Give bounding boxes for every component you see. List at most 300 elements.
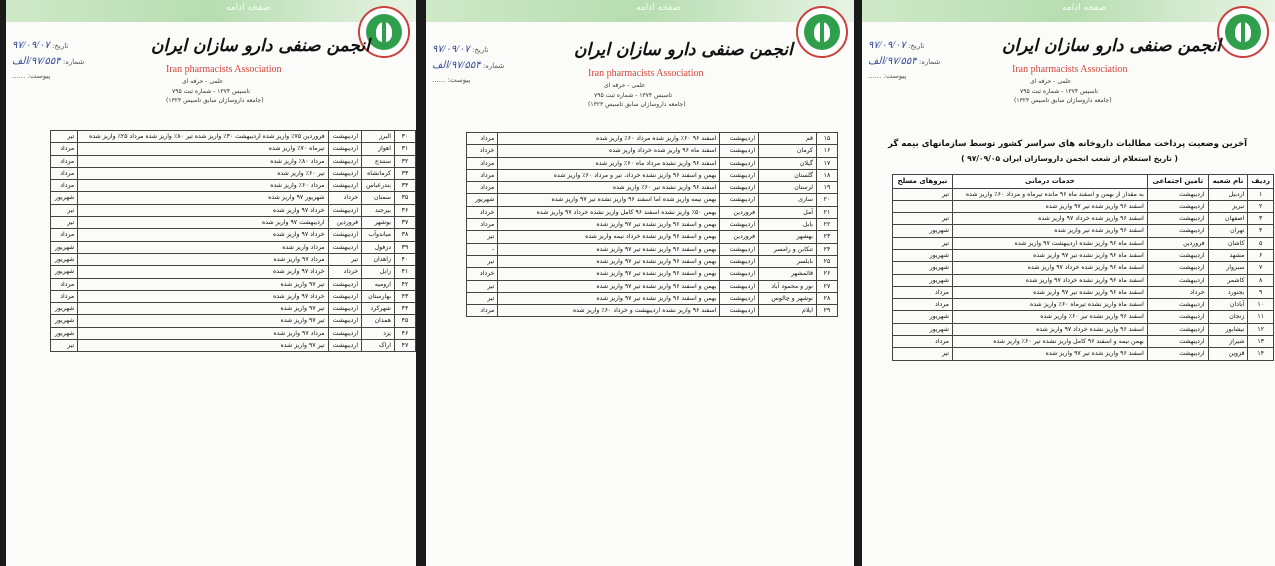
row-number-cell: ۴۵ <box>395 315 416 327</box>
health-services-cell: تیر ۶۰٪ واریز شده <box>78 167 328 179</box>
number-field: شماره: ۹۷/۵۵۴/الف <box>12 56 85 67</box>
social-security-cell: اردیبهشت <box>328 278 362 290</box>
document-page-1 <box>6 0 416 566</box>
armed-forces-cell: شهریور <box>51 327 78 339</box>
armed-forces-cell: مرداد <box>893 299 953 311</box>
social-security-cell: اردیبهشت <box>1147 200 1208 212</box>
armed-forces-cell: مرداد <box>51 155 78 167</box>
social-security-cell: اردیبهشت <box>720 305 759 317</box>
armed-forces-cell: خرداد <box>467 206 498 218</box>
row-number-cell: ۴۷ <box>395 340 416 352</box>
row-number-cell: ۳۹ <box>395 241 416 253</box>
table-row <box>893 249 1274 261</box>
armed-forces-cell: تیر <box>467 255 498 267</box>
armed-forces-cell: تیر <box>51 131 78 143</box>
column-header: تامین اجتماعی <box>1147 175 1208 189</box>
association-english-title: Iran pharmacists Association <box>166 64 282 75</box>
association-title: انجمن صنفی دارو سازان ایران <box>1002 36 1221 56</box>
social-security-cell: اردیبهشت <box>328 180 362 192</box>
association-title: انجمن صنفی دارو سازان ایران <box>574 40 793 60</box>
social-security-cell: اردیبهشت <box>328 143 362 155</box>
armed-forces-cell: تیر <box>51 217 78 229</box>
health-services-cell: بهمن و اسفند ۹۶ واریز نشده تیر ۹۷ واریز شده <box>498 268 720 280</box>
association-subtitle-2: تاسیس ۱۳۷۴ - شماره ثبت ۷۹۵ <box>1020 88 1098 95</box>
health-services-cell: تیر ۹۷ واریز شده <box>78 340 328 352</box>
row-number-cell: ۳۳ <box>395 167 416 179</box>
health-services-cell: اسفند ۹۶ واریز شده تیر ۹۷ واریز شده <box>952 200 1147 212</box>
stripe-text: صفحه ادامه <box>1062 3 1107 13</box>
association-logo-icon <box>796 6 848 58</box>
armed-forces-cell: تیر <box>467 280 498 292</box>
branch-name-cell: بوشهر <box>362 217 395 229</box>
table-row <box>51 204 416 216</box>
row-number-cell: ۱۹ <box>817 182 838 194</box>
branch-name-cell: گلستان <box>759 169 817 181</box>
armed-forces-cell: مرداد <box>467 305 498 317</box>
table-row <box>893 237 1274 249</box>
row-number-cell: ۳ <box>1248 213 1274 225</box>
health-services-cell: اسفند ماه واریز نشده تیرماه ۶۰٪ واریز شده <box>952 299 1147 311</box>
health-services-cell: اسفند ماه ۹۶ واریز نشده خرداد ۹۷ واریز شده <box>952 274 1147 286</box>
armed-forces-cell: تیر <box>51 340 78 352</box>
armed-forces-cell: مرداد <box>467 219 498 231</box>
association-subtitle-1: علمی - حرفه ای <box>182 78 224 85</box>
table-row <box>893 213 1274 225</box>
attachment-field: پیوست: ...... <box>432 76 471 84</box>
health-services-cell: فروردین ۷۵٪ واریز شده اردیبهشت ۳۰٪ واریز شده تیر ۸۰٪ واریز شده مرداد ۲۵٪ واریز شده <box>78 131 328 143</box>
row-number-cell: ۱۱ <box>1248 311 1274 323</box>
armed-forces-cell: مرداد <box>893 336 953 348</box>
social-security-cell: اردیبهشت <box>1147 213 1208 225</box>
branch-name-cell: قائمشهر <box>759 268 817 280</box>
social-security-cell: اردیبهشت <box>328 290 362 302</box>
table-row <box>467 169 838 181</box>
health-services-cell: مرداد ۶۰٪ واریز شده <box>78 180 328 192</box>
social-security-cell: اردیبهشت <box>1147 188 1208 200</box>
health-services-cell: مرداد ۹۷ واریز شده <box>78 253 328 265</box>
social-security-cell: اردیبهشت <box>328 155 362 167</box>
table-row <box>51 155 416 167</box>
branch-name-cell: اردبیل <box>1208 188 1248 200</box>
row-number-cell: ۴۴ <box>395 303 416 315</box>
row-number-cell: ۴۶ <box>395 327 416 339</box>
column-header: خدمات درمانی <box>952 175 1147 189</box>
armed-forces-cell: مرداد <box>467 157 498 169</box>
row-number-cell: ۱۶ <box>817 145 838 157</box>
table-row <box>467 255 838 267</box>
branch-name-cell: کاشان <box>1208 237 1248 249</box>
armed-forces-cell: تیر <box>893 213 953 225</box>
social-security-cell: فروردین <box>328 217 362 229</box>
stripe-text: صفحه ادامه <box>226 3 271 13</box>
social-security-cell: اردیبهشت <box>720 243 759 255</box>
social-security-cell: اردیبهشت <box>720 219 759 231</box>
health-services-cell: اسفند ۹۶ واریز نشده خرداد ۹۷ واریز شده <box>952 323 1147 335</box>
health-services-cell: بهمن و اسفند ۹۶ واریز نشده خرداد نیمه واریز شده <box>498 231 720 243</box>
armed-forces-cell: مرداد <box>51 180 78 192</box>
association-subtitle-3: (جامعه داروسازان سابق تاسیس ۱۳۲۳) <box>1014 97 1112 104</box>
table-row <box>467 206 838 218</box>
health-services-cell: اسفند ۹۶ واریز نشده اردیبهشت و خرداد ۶۰٪ واریز شده <box>498 305 720 317</box>
table-row <box>467 157 838 169</box>
branch-name-cell: بابل <box>759 219 817 231</box>
social-security-cell: اردیبهشت <box>1147 274 1208 286</box>
social-security-cell: فروردین <box>720 231 759 243</box>
attachment-field: پیوست: ...... <box>868 72 907 80</box>
table-row <box>467 133 838 145</box>
date-field: تاریخ: ۹۷/۰۹/۰۷ <box>432 44 489 55</box>
row-number-cell: ۴۳ <box>395 290 416 302</box>
social-security-cell: اردیبهشت <box>720 169 759 181</box>
table-row <box>51 290 416 302</box>
health-services-cell: اردیبهشت ۹۷ واریز شده <box>78 217 328 229</box>
date-field: تاریخ: ۹۷/۰۹/۰۷ <box>12 40 69 51</box>
branch-name-cell: اهواز <box>362 143 395 155</box>
social-security-cell: اردیبهشت <box>328 340 362 352</box>
branch-name-cell: نیشابور <box>1208 323 1248 335</box>
armed-forces-cell: شهریور <box>51 253 78 265</box>
health-services-cell: بهمن و اسفند ۹۶ واریز نشده خرداد، تیر و مرداد ۶۰٪ واریز شده <box>498 169 720 181</box>
armed-forces-cell: خرداد <box>467 145 498 157</box>
social-security-cell: اردیبهشت <box>720 157 759 169</box>
row-number-cell: ۳۴ <box>395 180 416 192</box>
date-field: تاریخ: ۹۷/۰۹/۰۷ <box>868 40 925 51</box>
armed-forces-cell: خرداد <box>467 268 498 280</box>
branch-name-cell: شیراز <box>1208 336 1248 348</box>
table-row <box>467 280 838 292</box>
row-number-cell: ۳۰ <box>395 131 416 143</box>
health-services-cell: اسفند ۹۶ واریز نشده تیر ۶۰٪ واریز شده <box>952 311 1147 323</box>
branch-name-cell: نور و محمود آباد <box>759 280 817 292</box>
table-row <box>51 241 416 253</box>
association-subtitle-3: (جامعه داروسازان سابق تاسیس ۱۳۲۳) <box>588 101 686 108</box>
branch-name-cell: بهشهر <box>759 231 817 243</box>
armed-forces-cell: تیر <box>467 292 498 304</box>
health-services-cell: تیر ۹۷ واریز شده <box>78 278 328 290</box>
health-services-cell: بهمن و اسفند ۹۶ واریز نشده تیر ۹۷ واریز شده <box>498 280 720 292</box>
health-services-cell: بهمن و اسفند ۹۶ واریز نشده تیر ۹۷ واریز شده <box>498 292 720 304</box>
social-security-cell: اردیبهشت <box>328 315 362 327</box>
social-security-cell: اردیبهشت <box>1147 299 1208 311</box>
table-row <box>467 194 838 206</box>
row-number-cell: ۴۲ <box>395 278 416 290</box>
row-number-cell: ۲ <box>1248 200 1274 212</box>
armed-forces-cell: مرداد <box>51 290 78 302</box>
armed-forces-cell: مرداد <box>467 133 498 145</box>
armed-forces-cell: شهریور <box>467 194 498 206</box>
social-security-cell: اردیبهشت <box>328 204 362 216</box>
table-row <box>51 266 416 278</box>
health-services-cell: اسفند ۹۶ واریز شده تیر واریز شده <box>952 225 1147 237</box>
health-services-cell: اسفند ۹۶ واریز شده خرداد ۹۷ واریز شده <box>952 213 1147 225</box>
armed-forces-cell: مرداد <box>51 143 78 155</box>
row-number-cell: ۳۷ <box>395 217 416 229</box>
row-number-cell: ۴۰ <box>395 253 416 265</box>
payment-status-table <box>466 132 838 317</box>
table-row <box>51 217 416 229</box>
social-security-cell: خرداد <box>328 192 362 204</box>
row-number-cell: ۸ <box>1248 274 1274 286</box>
table-row <box>51 340 416 352</box>
health-services-cell: اسفند ۹۶ واریز نشده مرداد ماه ۶۰٪ واریز شده <box>498 157 720 169</box>
health-services-cell: تیرماه ۷۰٪ واریز شده <box>78 143 328 155</box>
health-services-cell: شهریور ۹۷ واریز شده <box>78 192 328 204</box>
table-row <box>893 323 1274 335</box>
armed-forces-cell: - <box>467 243 498 255</box>
row-number-cell: ۱۲ <box>1248 323 1274 335</box>
row-number-cell: ۱۳ <box>1248 336 1274 348</box>
branch-name-cell: البرز <box>362 131 395 143</box>
social-security-cell: اردیبهشت <box>720 133 759 145</box>
branch-name-cell: بندرعباس <box>362 180 395 192</box>
row-number-cell: ۳۶ <box>395 204 416 216</box>
armed-forces-cell: تیر <box>893 237 953 249</box>
social-security-cell: خرداد <box>1147 286 1208 298</box>
armed-forces-cell: شهریور <box>893 311 953 323</box>
armed-forces-cell: تیر <box>893 188 953 200</box>
table-row <box>467 231 838 243</box>
health-services-cell: اسفند ماه ۹۶ واریز نشده اردیبهشت ۹۷ واریز شده <box>952 237 1147 249</box>
table-row <box>51 143 416 155</box>
social-security-cell: فروردین <box>720 206 759 218</box>
armed-forces-cell: شهریور <box>893 249 953 261</box>
armed-forces-cell: تیر <box>51 204 78 216</box>
branch-name-cell: همدان <box>362 315 395 327</box>
branch-name-cell: ساری <box>759 194 817 206</box>
row-number-cell: ۲۷ <box>817 280 838 292</box>
table-row <box>893 299 1274 311</box>
table-row <box>893 225 1274 237</box>
social-security-cell: اردیبهشت <box>1147 311 1208 323</box>
branch-name-cell: آمل <box>759 206 817 218</box>
branch-name-cell: زابل <box>362 266 395 278</box>
document-title: آخرین وضعیت پرداخت مطالبات داروخانه های سراسر کشور توسط سازمانهای بیمه گر <box>888 139 1247 149</box>
health-services-cell: خرداد ۹۷ واریز شده <box>78 266 328 278</box>
health-services-cell: خرداد ۹۷ واریز شده <box>78 290 328 302</box>
association-subtitle-2: تاسیس ۱۳۷۴ - شماره ثبت ۷۹۵ <box>594 92 672 99</box>
table-row <box>893 188 1274 200</box>
column-header: ردیف <box>1248 175 1274 189</box>
social-security-cell: اردیبهشت <box>328 229 362 241</box>
health-services-cell: اسفند ۹۶ واریز نشده تیر ۶۰٪ واریز شده <box>498 182 720 194</box>
social-security-cell: اردیبهشت <box>328 303 362 315</box>
branch-name-cell: کاشمر <box>1208 274 1248 286</box>
branch-name-cell: زاهدان <box>362 253 395 265</box>
association-logo-icon <box>1217 6 1269 58</box>
branch-name-cell: آبادان <box>1208 299 1248 311</box>
health-services-cell: بهمن نیمه واریز شده اما اسفند ۹۶ واریز نشده تیر ۹۷ واریز شده <box>498 194 720 206</box>
table-row <box>467 268 838 280</box>
row-number-cell: ۱ <box>1248 188 1274 200</box>
branch-name-cell: سمنان <box>362 192 395 204</box>
social-security-cell: اردیبهشت <box>328 167 362 179</box>
document-page-3 <box>862 0 1275 566</box>
branch-name-cell: بجنورد <box>1208 286 1248 298</box>
association-subtitle-2: تاسیس ۱۳۷۴ - شماره ثبت ۷۹۵ <box>172 88 250 95</box>
social-security-cell: خرداد <box>328 266 362 278</box>
row-number-cell: ۹ <box>1248 286 1274 298</box>
branch-name-cell: قم <box>759 133 817 145</box>
association-english-title: Iran pharmacists Association <box>588 68 704 79</box>
armed-forces-cell: مرداد <box>51 278 78 290</box>
row-number-cell: ۲۸ <box>817 292 838 304</box>
table-row <box>893 286 1274 298</box>
row-number-cell: ۴۱ <box>395 266 416 278</box>
health-services-cell: به مقدار از بهمن و اسفند ماه ۹۶ مانده تیرماه و مرداد ۶۰٪ واریز شده <box>952 188 1147 200</box>
branch-name-cell: اصفهان <box>1208 213 1248 225</box>
armed-forces-cell: شهریور <box>893 274 953 286</box>
health-services-cell: اسفند ماه ۹۶ واریز شده خرداد ۹۷ واریز شده <box>952 262 1147 274</box>
armed-forces-cell: شهریور <box>51 266 78 278</box>
health-services-cell: اسفند ماه ۹۶ واریز شده خرداد واریز شده <box>498 145 720 157</box>
association-subtitle-1: علمی - حرفه ای <box>604 82 646 89</box>
table-header-row <box>893 175 1274 189</box>
association-subtitle-3: (جامعه داروسازان سابق تاسیس ۱۳۲۳) <box>166 97 264 104</box>
social-security-cell: اردیبهشت <box>328 241 362 253</box>
number-field: شماره: ۹۷/۵۵۴/الف <box>868 56 941 67</box>
row-number-cell: ۵ <box>1248 237 1274 249</box>
row-number-cell: ۲۱ <box>817 206 838 218</box>
row-number-cell: ۷ <box>1248 262 1274 274</box>
branch-name-cell: کرمان <box>759 145 817 157</box>
social-security-cell: اردیبهشت <box>720 255 759 267</box>
health-services-cell: مرداد واریز شده <box>78 241 328 253</box>
health-services-cell: مرداد ۸۰٪ واریز شده <box>78 155 328 167</box>
attachment-field: پیوست: ...... <box>12 72 51 80</box>
row-number-cell: ۶ <box>1248 249 1274 261</box>
payment-status-table <box>892 174 1274 361</box>
branch-name-cell: تنکابن و رامسر <box>759 243 817 255</box>
branch-name-cell: تبریز <box>1208 200 1248 212</box>
armed-forces-cell: مرداد <box>51 167 78 179</box>
social-security-cell: تیر <box>328 253 362 265</box>
row-number-cell: ۴ <box>1248 225 1274 237</box>
health-services-cell: تیر ۹۷ واریز شده <box>78 315 328 327</box>
armed-forces-cell: شهریور <box>893 323 953 335</box>
association-subtitle-1: علمی - حرفه ای <box>1030 78 1072 85</box>
row-number-cell: ۳۱ <box>395 143 416 155</box>
social-security-cell: اردیبهشت <box>1147 336 1208 348</box>
document-page-2 <box>426 0 854 566</box>
row-number-cell: ۲۴ <box>817 243 838 255</box>
social-security-cell: اردیبهشت <box>720 280 759 292</box>
document-subtitle: ( تاریخ استعلام از شعب انجمن داروسازان ایران ۹۷/۰۹/۰۵ ) <box>961 154 1178 163</box>
header-stripe <box>862 0 1275 22</box>
social-security-cell: اردیبهشت <box>1147 348 1208 360</box>
armed-forces-cell: مرداد <box>51 229 78 241</box>
branch-name-cell: مشهد <box>1208 249 1248 261</box>
table-row <box>51 327 416 339</box>
social-security-cell: اردیبهشت <box>720 292 759 304</box>
social-security-cell: اردیبهشت <box>1147 262 1208 274</box>
table-row <box>467 182 838 194</box>
armed-forces-cell: شهریور <box>893 262 953 274</box>
association-title: انجمن صنفی دارو سازان ایران <box>151 36 370 56</box>
branch-name-cell: دزفول <box>362 241 395 253</box>
table-row <box>51 192 416 204</box>
row-number-cell: ۱۷ <box>817 157 838 169</box>
table-row <box>51 180 416 192</box>
social-security-cell: اردیبهشت <box>720 194 759 206</box>
branch-name-cell: ارومیه <box>362 278 395 290</box>
row-number-cell: ۱۰ <box>1248 299 1274 311</box>
health-services-cell: بهمن و اسفند ۹۶ واریز نشده تیر ۹۷ واریز شده <box>498 243 720 255</box>
health-services-cell: بهمن نیمه و اسفند ۹۶ کامل واریز نشده تیر ۶۰٪ واریز شده <box>952 336 1147 348</box>
branch-name-cell: سبزوار <box>1208 262 1248 274</box>
row-number-cell: ۲۵ <box>817 255 838 267</box>
table-row <box>893 200 1274 212</box>
social-security-cell: اردیبهشت <box>328 131 362 143</box>
table-row <box>51 278 416 290</box>
social-security-cell: اردیبهشت <box>720 268 759 280</box>
row-number-cell: ۲۰ <box>817 194 838 206</box>
armed-forces-cell: تیر <box>467 231 498 243</box>
branch-name-cell: قزوین <box>1208 348 1248 360</box>
health-services-cell: بهمن ۵۰٪ واریز نشده اسفند ۹۶ کامل واریز نشده خرداد ۹۷ واریز شده <box>498 206 720 218</box>
social-security-cell: اردیبهشت <box>720 145 759 157</box>
armed-forces-cell: شهریور <box>51 315 78 327</box>
payment-status-table <box>50 130 416 352</box>
stripe-text: صفحه ادامه <box>636 3 681 13</box>
armed-forces-cell: شهریور <box>51 303 78 315</box>
table-row <box>51 315 416 327</box>
branch-name-cell: میاندوآب <box>362 229 395 241</box>
branch-name-cell: نوشهر و چالوس <box>759 292 817 304</box>
health-services-cell: خرداد ۹۷ واریز شده <box>78 229 328 241</box>
health-services-cell: بهمن و اسفند ۹۶ واریز نشده تیر ۹۷ واریز شده <box>498 255 720 267</box>
branch-name-cell: بهارستان <box>362 290 395 302</box>
armed-forces-cell: شهریور <box>893 225 953 237</box>
branch-name-cell: زنجان <box>1208 311 1248 323</box>
branch-name-cell: اراک <box>362 340 395 352</box>
health-services-cell: مرداد ۹۷ واریز شده <box>78 327 328 339</box>
table-row <box>51 167 416 179</box>
health-services-cell: اسفند ماه ۹۶ واریز نشده تیر ۹۷ واریز شده <box>952 249 1147 261</box>
armed-forces-cell: مرداد <box>893 286 953 298</box>
branch-name-cell: کرمانشاه <box>362 167 395 179</box>
health-services-cell: تیر ۹۷ واریز شده <box>78 303 328 315</box>
social-security-cell: اردیبهشت <box>328 327 362 339</box>
row-number-cell: ۲۳ <box>817 231 838 243</box>
branch-name-cell: تهران <box>1208 225 1248 237</box>
table-row <box>893 348 1274 360</box>
branch-name-cell: گیلان <box>759 157 817 169</box>
branch-name-cell: یزد <box>362 327 395 339</box>
armed-forces-cell: مرداد <box>467 182 498 194</box>
social-security-cell: اردیبهشت <box>1147 249 1208 261</box>
row-number-cell: ۱۸ <box>817 169 838 181</box>
social-security-cell: اردیبهشت <box>720 182 759 194</box>
health-services-cell: اسفند ۹۶ ۶۰٪ واریز شده مرداد ۶۰٪ واریز شده <box>498 133 720 145</box>
row-number-cell: ۱۴ <box>1248 348 1274 360</box>
row-number-cell: ۲۹ <box>817 305 838 317</box>
table-row <box>467 243 838 255</box>
branch-name-cell: لرستان <box>759 182 817 194</box>
table-row <box>893 336 1274 348</box>
health-services-cell: بهمن و اسفند ۹۶ واریز نشده تیر ۹۷ واریز شده <box>498 219 720 231</box>
branch-name-cell: ایلام <box>759 305 817 317</box>
health-services-cell: اسفند ماه ۹۶ واریز نشده تیر ۹۷ واریز شده <box>952 286 1147 298</box>
branch-name-cell: بابلسر <box>759 255 817 267</box>
armed-forces-cell <box>893 200 953 212</box>
armed-forces-cell: شهریور <box>51 192 78 204</box>
branch-name-cell: شهرکرد <box>362 303 395 315</box>
header-stripe <box>6 0 416 22</box>
table-row <box>51 303 416 315</box>
row-number-cell: ۳۵ <box>395 192 416 204</box>
header-stripe <box>426 0 854 22</box>
table-row <box>893 311 1274 323</box>
